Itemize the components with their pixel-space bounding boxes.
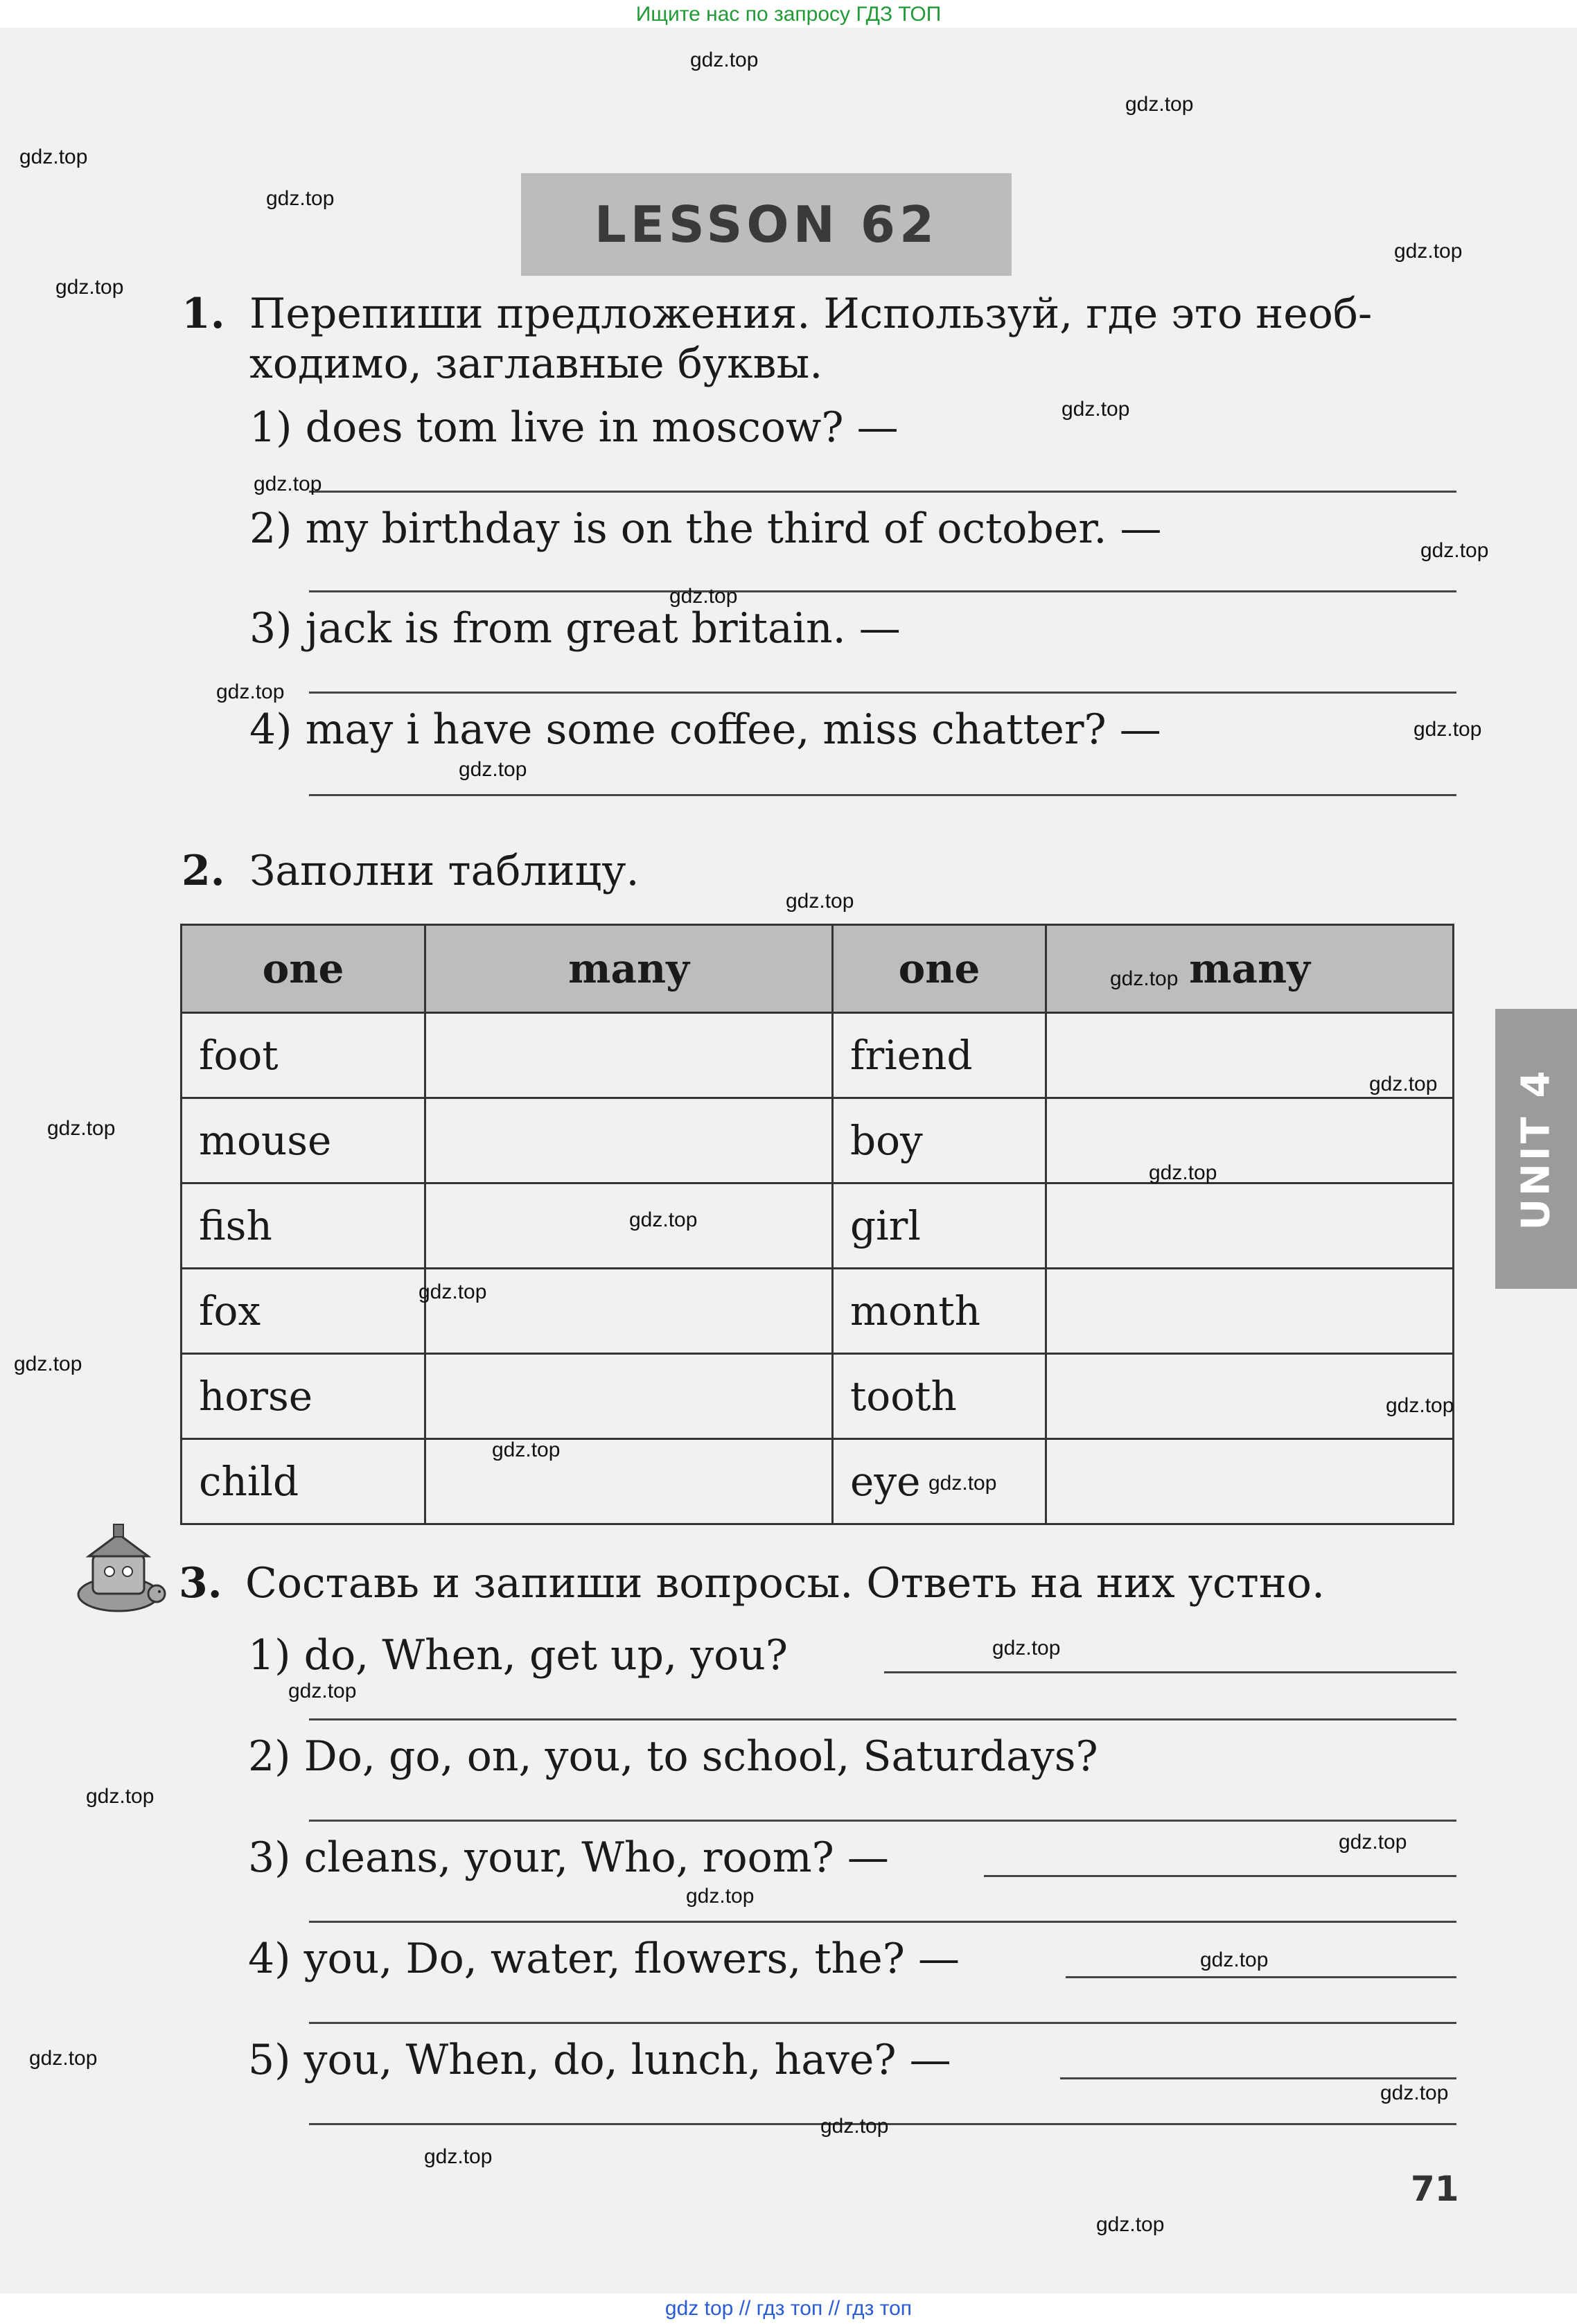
watermark: gdz.top bbox=[1200, 1948, 1269, 1971]
answer-cell[interactable] bbox=[425, 1439, 833, 1524]
watermark: gdz.top bbox=[288, 1680, 357, 1702]
watermark: gdz.top bbox=[1110, 967, 1179, 990]
answer-line bbox=[309, 692, 1456, 694]
answer-line bbox=[984, 1875, 1456, 1877]
word-cell: foot bbox=[182, 1013, 425, 1098]
answer-line bbox=[309, 2022, 1456, 2024]
table-row bbox=[182, 1183, 1454, 1269]
watermark: gdz.top bbox=[629, 1208, 698, 1231]
watermark: gdz.top bbox=[1369, 1073, 1438, 1095]
answer-line bbox=[1066, 1976, 1456, 1978]
lesson-title: LESSON 62 bbox=[521, 173, 1012, 276]
answer-line bbox=[309, 794, 1456, 796]
watermark: gdz.top bbox=[1149, 1161, 1217, 1184]
watermark: gdz.top bbox=[19, 146, 88, 168]
watermark: gdz.top bbox=[1096, 2213, 1165, 2236]
watermark: gdz.top bbox=[419, 1280, 487, 1303]
ex1-item-3: 3) jack is from great britain. — bbox=[249, 604, 901, 653]
header-one: one bbox=[833, 925, 1046, 1013]
watermark: gdz.top bbox=[820, 2115, 889, 2138]
table-row bbox=[182, 1269, 1454, 1354]
header-one: one bbox=[182, 925, 425, 1013]
ex3-instruction: Составь и запиши вопросы. Ответь на них устно. bbox=[245, 1559, 1325, 1608]
watermark: gdz.top bbox=[47, 1117, 116, 1140]
watermark: gdz.top bbox=[992, 1637, 1061, 1660]
watermark: gdz.top bbox=[1380, 2081, 1449, 2104]
watermark: gdz.top bbox=[1420, 539, 1489, 562]
turtle-mascot-icon bbox=[67, 1522, 170, 1626]
answer-cell[interactable] bbox=[425, 1013, 833, 1098]
ex3-item-5: 5) you, When, do, lunch, have? — bbox=[248, 2036, 951, 2084]
word-cell: friend bbox=[833, 1013, 1046, 1098]
word-cell: girl bbox=[833, 1183, 1046, 1269]
ex3-item-1: 1) do, When, get up, you? bbox=[248, 1631, 788, 1680]
header-many: many bbox=[425, 925, 833, 1013]
watermark: gdz.top bbox=[29, 2047, 98, 2070]
answer-line bbox=[309, 1820, 1456, 1822]
ex1-item-1: 1) does tom live in moscow? — bbox=[249, 403, 899, 452]
table-row bbox=[182, 1354, 1454, 1439]
watermark: gdz.top bbox=[1413, 718, 1482, 741]
page-number: 71 bbox=[1411, 2169, 1459, 2209]
answer-line bbox=[309, 1921, 1456, 1923]
word-cell: month bbox=[833, 1269, 1046, 1354]
watermark: gdz.top bbox=[424, 2145, 493, 2168]
answer-cell[interactable] bbox=[1046, 1269, 1454, 1354]
unit-tab bbox=[1495, 1009, 1577, 1289]
watermark: gdz.top bbox=[492, 1438, 561, 1461]
ex1-item-4: 4) may i have some coffee, miss chatter? — bbox=[249, 705, 1161, 754]
unit-tab-label: UNIT 4 bbox=[1513, 1068, 1559, 1230]
watermark: gdz.top bbox=[216, 680, 285, 703]
answer-cell[interactable] bbox=[1046, 1183, 1454, 1269]
watermark: gdz.top bbox=[1061, 398, 1130, 421]
watermark: gdz.top bbox=[14, 1353, 82, 1375]
watermark: gdz.top bbox=[669, 585, 738, 608]
answer-line bbox=[1060, 2077, 1456, 2079]
word-cell: eye bbox=[833, 1439, 1046, 1524]
answer-line bbox=[309, 491, 1456, 493]
watermark: gdz.top bbox=[86, 1785, 155, 1808]
watermark: gdz.top bbox=[1125, 93, 1194, 116]
answer-cell[interactable] bbox=[1046, 1098, 1454, 1183]
word-cell: fox bbox=[182, 1269, 425, 1354]
answer-cell[interactable] bbox=[425, 1354, 833, 1439]
header-many: many bbox=[1046, 925, 1454, 1013]
table-header-row bbox=[182, 925, 1454, 1013]
watermark: gdz.top bbox=[690, 49, 759, 71]
table-row bbox=[182, 1098, 1454, 1183]
top-banner[interactable]: Ищите нас по запросу ГДЗ ТОП bbox=[0, 0, 1577, 29]
watermark: gdz.top bbox=[1394, 240, 1463, 263]
table-row bbox=[182, 1013, 1454, 1098]
watermark: gdz.top bbox=[928, 1472, 997, 1495]
word-cell: tooth bbox=[833, 1354, 1046, 1439]
ex1-number: 1. bbox=[182, 290, 225, 338]
ex1-instruction-line2: ходимо, заглавные буквы. bbox=[249, 340, 823, 388]
answer-line bbox=[309, 590, 1456, 592]
word-cell: boy bbox=[833, 1098, 1046, 1183]
watermark: gdz.top bbox=[266, 187, 335, 210]
word-cell: mouse bbox=[182, 1098, 425, 1183]
ex1-item-2: 2) my birthday is on the third of october. — bbox=[249, 504, 1162, 553]
word-cell: fish bbox=[182, 1183, 425, 1269]
answer-line bbox=[309, 1718, 1456, 1720]
answer-cell[interactable] bbox=[1046, 1439, 1454, 1524]
plural-table bbox=[180, 924, 1454, 1525]
watermark: gdz.top bbox=[459, 758, 527, 781]
table-row bbox=[182, 1439, 1454, 1524]
watermark: gdz.top bbox=[1386, 1394, 1454, 1417]
watermark: gdz.top bbox=[686, 1885, 755, 1908]
watermark: gdz.top bbox=[1339, 1831, 1407, 1854]
ex3-item-2: 2) Do, go, on, you, to school, Saturdays? bbox=[248, 1732, 1098, 1781]
word-cell: child bbox=[182, 1439, 425, 1524]
ex3-item-3: 3) cleans, your, Who, room? — bbox=[248, 1833, 889, 1882]
watermark: gdz.top bbox=[254, 473, 322, 495]
answer-line bbox=[884, 1671, 1456, 1673]
ex1-instruction-line1: Перепиши предложения. Используй, где это необ- bbox=[249, 290, 1373, 338]
ex2-number: 2. bbox=[182, 847, 225, 895]
watermark: gdz.top bbox=[55, 276, 124, 299]
answer-cell[interactable] bbox=[425, 1098, 833, 1183]
bottom-banner[interactable]: gdz top // гдз топ // гдз топ bbox=[0, 2294, 1577, 2324]
word-cell: horse bbox=[182, 1354, 425, 1439]
ex2-instruction: Заполни таблицу. bbox=[249, 847, 640, 895]
ex3-item-4: 4) you, Do, water, flowers, the? — bbox=[248, 1935, 960, 1983]
watermark: gdz.top bbox=[786, 890, 854, 913]
ex3-number: 3. bbox=[179, 1559, 222, 1608]
